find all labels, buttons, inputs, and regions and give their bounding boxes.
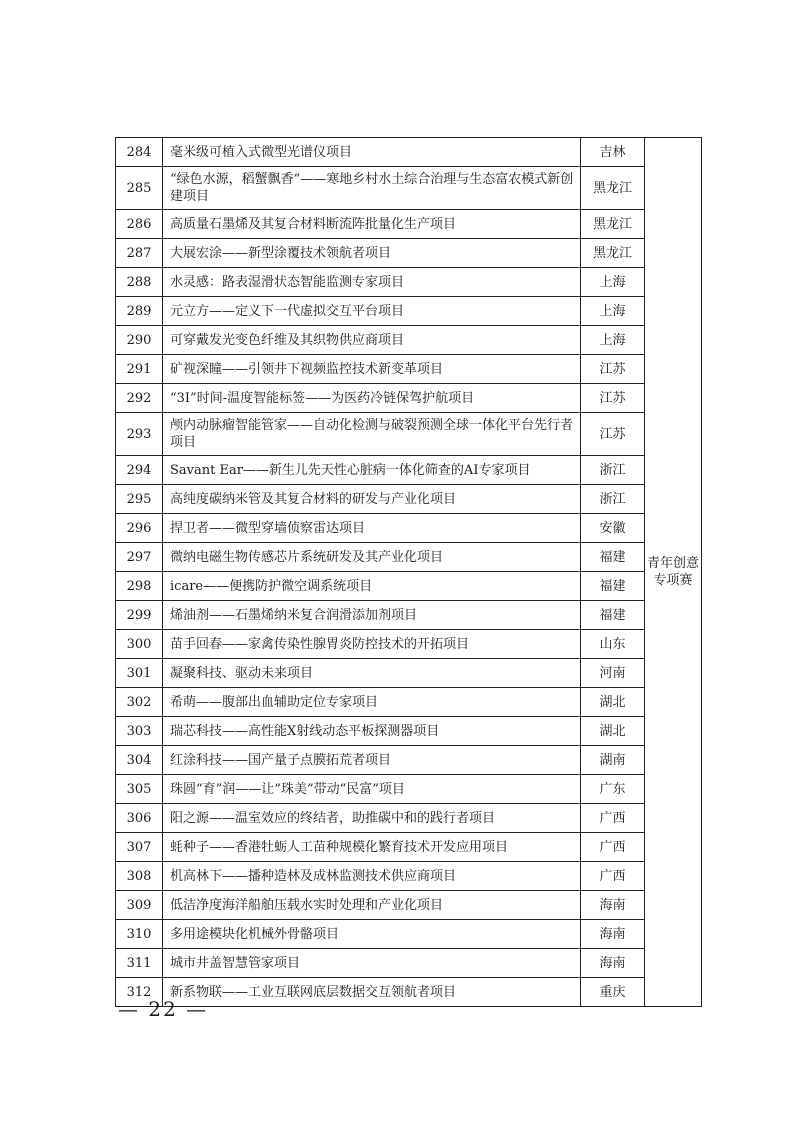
table-row	[116, 413, 702, 456]
province: 安徽	[581, 514, 645, 543]
table-row	[116, 543, 702, 572]
row-number: 286	[116, 210, 163, 239]
row-number: 295	[116, 485, 163, 514]
table-row	[116, 891, 702, 920]
province: 黑龙江	[581, 167, 645, 210]
row-number: 303	[116, 717, 163, 746]
table-row	[116, 862, 702, 891]
province: 广西	[581, 833, 645, 862]
row-number: 293	[116, 413, 163, 456]
table-row	[116, 833, 702, 862]
table-row	[116, 804, 702, 833]
row-number: 302	[116, 688, 163, 717]
table-row	[116, 210, 702, 239]
table-row	[116, 514, 702, 543]
project-name: 水灵感：路表湿滑状态智能监测专家项目	[163, 268, 581, 297]
row-number: 288	[116, 268, 163, 297]
row-number: 301	[116, 659, 163, 688]
table-row	[116, 659, 702, 688]
table-row	[116, 746, 702, 775]
table-row	[116, 601, 702, 630]
project-name: 珠圆“育”润——让“珠美”带动“民富”项目	[163, 775, 581, 804]
province: 湖北	[581, 688, 645, 717]
row-number: 304	[116, 746, 163, 775]
row-number: 287	[116, 239, 163, 268]
province: 福建	[581, 543, 645, 572]
table-row	[116, 384, 702, 413]
table-row	[116, 572, 702, 601]
table-row	[116, 167, 702, 210]
province: 重庆	[581, 978, 645, 1007]
project-name: 蚝种子——香港牡蛎人工苗种规模化繁育技术开发应用项目	[163, 833, 581, 862]
project-name: 捍卫者——微型穿墙侦察雷达项目	[163, 514, 581, 543]
province: 江苏	[581, 384, 645, 413]
table-row	[116, 297, 702, 326]
project-name: 红涂科技——国产量子点膜拓荒者项目	[163, 746, 581, 775]
province: 浙江	[581, 485, 645, 514]
table-row	[116, 688, 702, 717]
category: 青年创意专项赛	[645, 138, 702, 1007]
table-row	[116, 717, 702, 746]
row-number: 292	[116, 384, 163, 413]
province: 上海	[581, 326, 645, 355]
row-number: 285	[116, 167, 163, 210]
table-row	[116, 239, 702, 268]
project-name: 凝聚科技、驱动未来项目	[163, 659, 581, 688]
province: 湖北	[581, 717, 645, 746]
project-name: “绿色水源，稻蟹飘香”——寒地乡村水土综合治理与生态富农模式新创建项目	[163, 167, 581, 210]
project-name: Savant Ear——新生儿先天性心脏病一体化筛查的AI专家项目	[163, 456, 581, 485]
province: 湖南	[581, 746, 645, 775]
table-row	[116, 355, 702, 384]
row-number: 309	[116, 891, 163, 920]
project-name: 城市井盖智慧管家项目	[163, 949, 581, 978]
province: 黑龙江	[581, 210, 645, 239]
project-name: 微纳电磁生物传感芯片系统研发及其产业化项目	[163, 543, 581, 572]
province: 山东	[581, 630, 645, 659]
row-number: 290	[116, 326, 163, 355]
table-row	[116, 949, 702, 978]
province: 广东	[581, 775, 645, 804]
province: 上海	[581, 297, 645, 326]
project-name: 多用途模块化机械外骨骼项目	[163, 920, 581, 949]
province: 海南	[581, 949, 645, 978]
project-name: 希萌——腹部出血辅助定位专家项目	[163, 688, 581, 717]
table-row	[116, 630, 702, 659]
table-row	[116, 775, 702, 804]
province: 浙江	[581, 456, 645, 485]
row-number: 298	[116, 572, 163, 601]
province: 福建	[581, 572, 645, 601]
table-row	[116, 456, 702, 485]
province: 海南	[581, 891, 645, 920]
row-number: 312	[116, 978, 163, 1007]
project-name: 可穿戴发光变色纤维及其织物供应商项目	[163, 326, 581, 355]
project-name: 颅内动脉瘤智能管家——自动化检测与破裂预测全球一体化平台先行者项目	[163, 413, 581, 456]
province: 黑龙江	[581, 239, 645, 268]
table-row	[116, 920, 702, 949]
project-name: 苗手回春——家禽传染性腺胃炎防控技术的开拓项目	[163, 630, 581, 659]
page-number: — 22 —	[118, 997, 209, 1021]
province: 河南	[581, 659, 645, 688]
province: 江苏	[581, 413, 645, 456]
project-name: 烯油剂——石墨烯纳米复合润滑添加剂项目	[163, 601, 581, 630]
row-number: 296	[116, 514, 163, 543]
project-name: 高纯度碳纳米管及其复合材料的研发与产业化项目	[163, 485, 581, 514]
row-number: 297	[116, 543, 163, 572]
row-number: 284	[116, 138, 163, 167]
row-number: 300	[116, 630, 163, 659]
project-name: 瑞芯科技——高性能X射线动态平板探测器项目	[163, 717, 581, 746]
province: 上海	[581, 268, 645, 297]
province: 江苏	[581, 355, 645, 384]
province: 吉林	[581, 138, 645, 167]
province: 广西	[581, 862, 645, 891]
project-name: 机高林下——播种造林及成林监测技术供应商项目	[163, 862, 581, 891]
province: 福建	[581, 601, 645, 630]
row-number: 310	[116, 920, 163, 949]
project-name: 矿视深瞳——引领井下视频监控技术新变革项目	[163, 355, 581, 384]
row-number: 307	[116, 833, 163, 862]
row-number: 291	[116, 355, 163, 384]
project-name: 新系物联——工业互联网底层数据交互领航者项目	[163, 978, 581, 1007]
project-name: 低洁净度海洋船舶压载水实时处理和产业化项目	[163, 891, 581, 920]
row-number: 294	[116, 456, 163, 485]
project-name: 元立方——定义下一代虚拟交互平台项目	[163, 297, 581, 326]
project-name: “3I”时间-温度智能标签——为医药冷链保驾护航项目	[163, 384, 581, 413]
row-number: 299	[116, 601, 163, 630]
row-number: 306	[116, 804, 163, 833]
province: 广西	[581, 804, 645, 833]
row-number: 289	[116, 297, 163, 326]
project-name: 高质量石墨烯及其复合材料断流阵批量化生产项目	[163, 210, 581, 239]
project-name: 毫米级可植入式微型光谱仪项目	[163, 138, 581, 167]
row-number: 311	[116, 949, 163, 978]
project-table	[115, 137, 702, 1007]
province: 海南	[581, 920, 645, 949]
project-name: icare——便携防护微空调系统项目	[163, 572, 581, 601]
table-row	[116, 485, 702, 514]
row-number: 305	[116, 775, 163, 804]
table-row	[116, 138, 702, 167]
table-row	[116, 268, 702, 297]
project-name: 大展宏涂——新型涂覆技术领航者项目	[163, 239, 581, 268]
project-name: 阳之源——温室效应的终结者，助推碳中和的践行者项目	[163, 804, 581, 833]
table-row	[116, 326, 702, 355]
row-number: 308	[116, 862, 163, 891]
